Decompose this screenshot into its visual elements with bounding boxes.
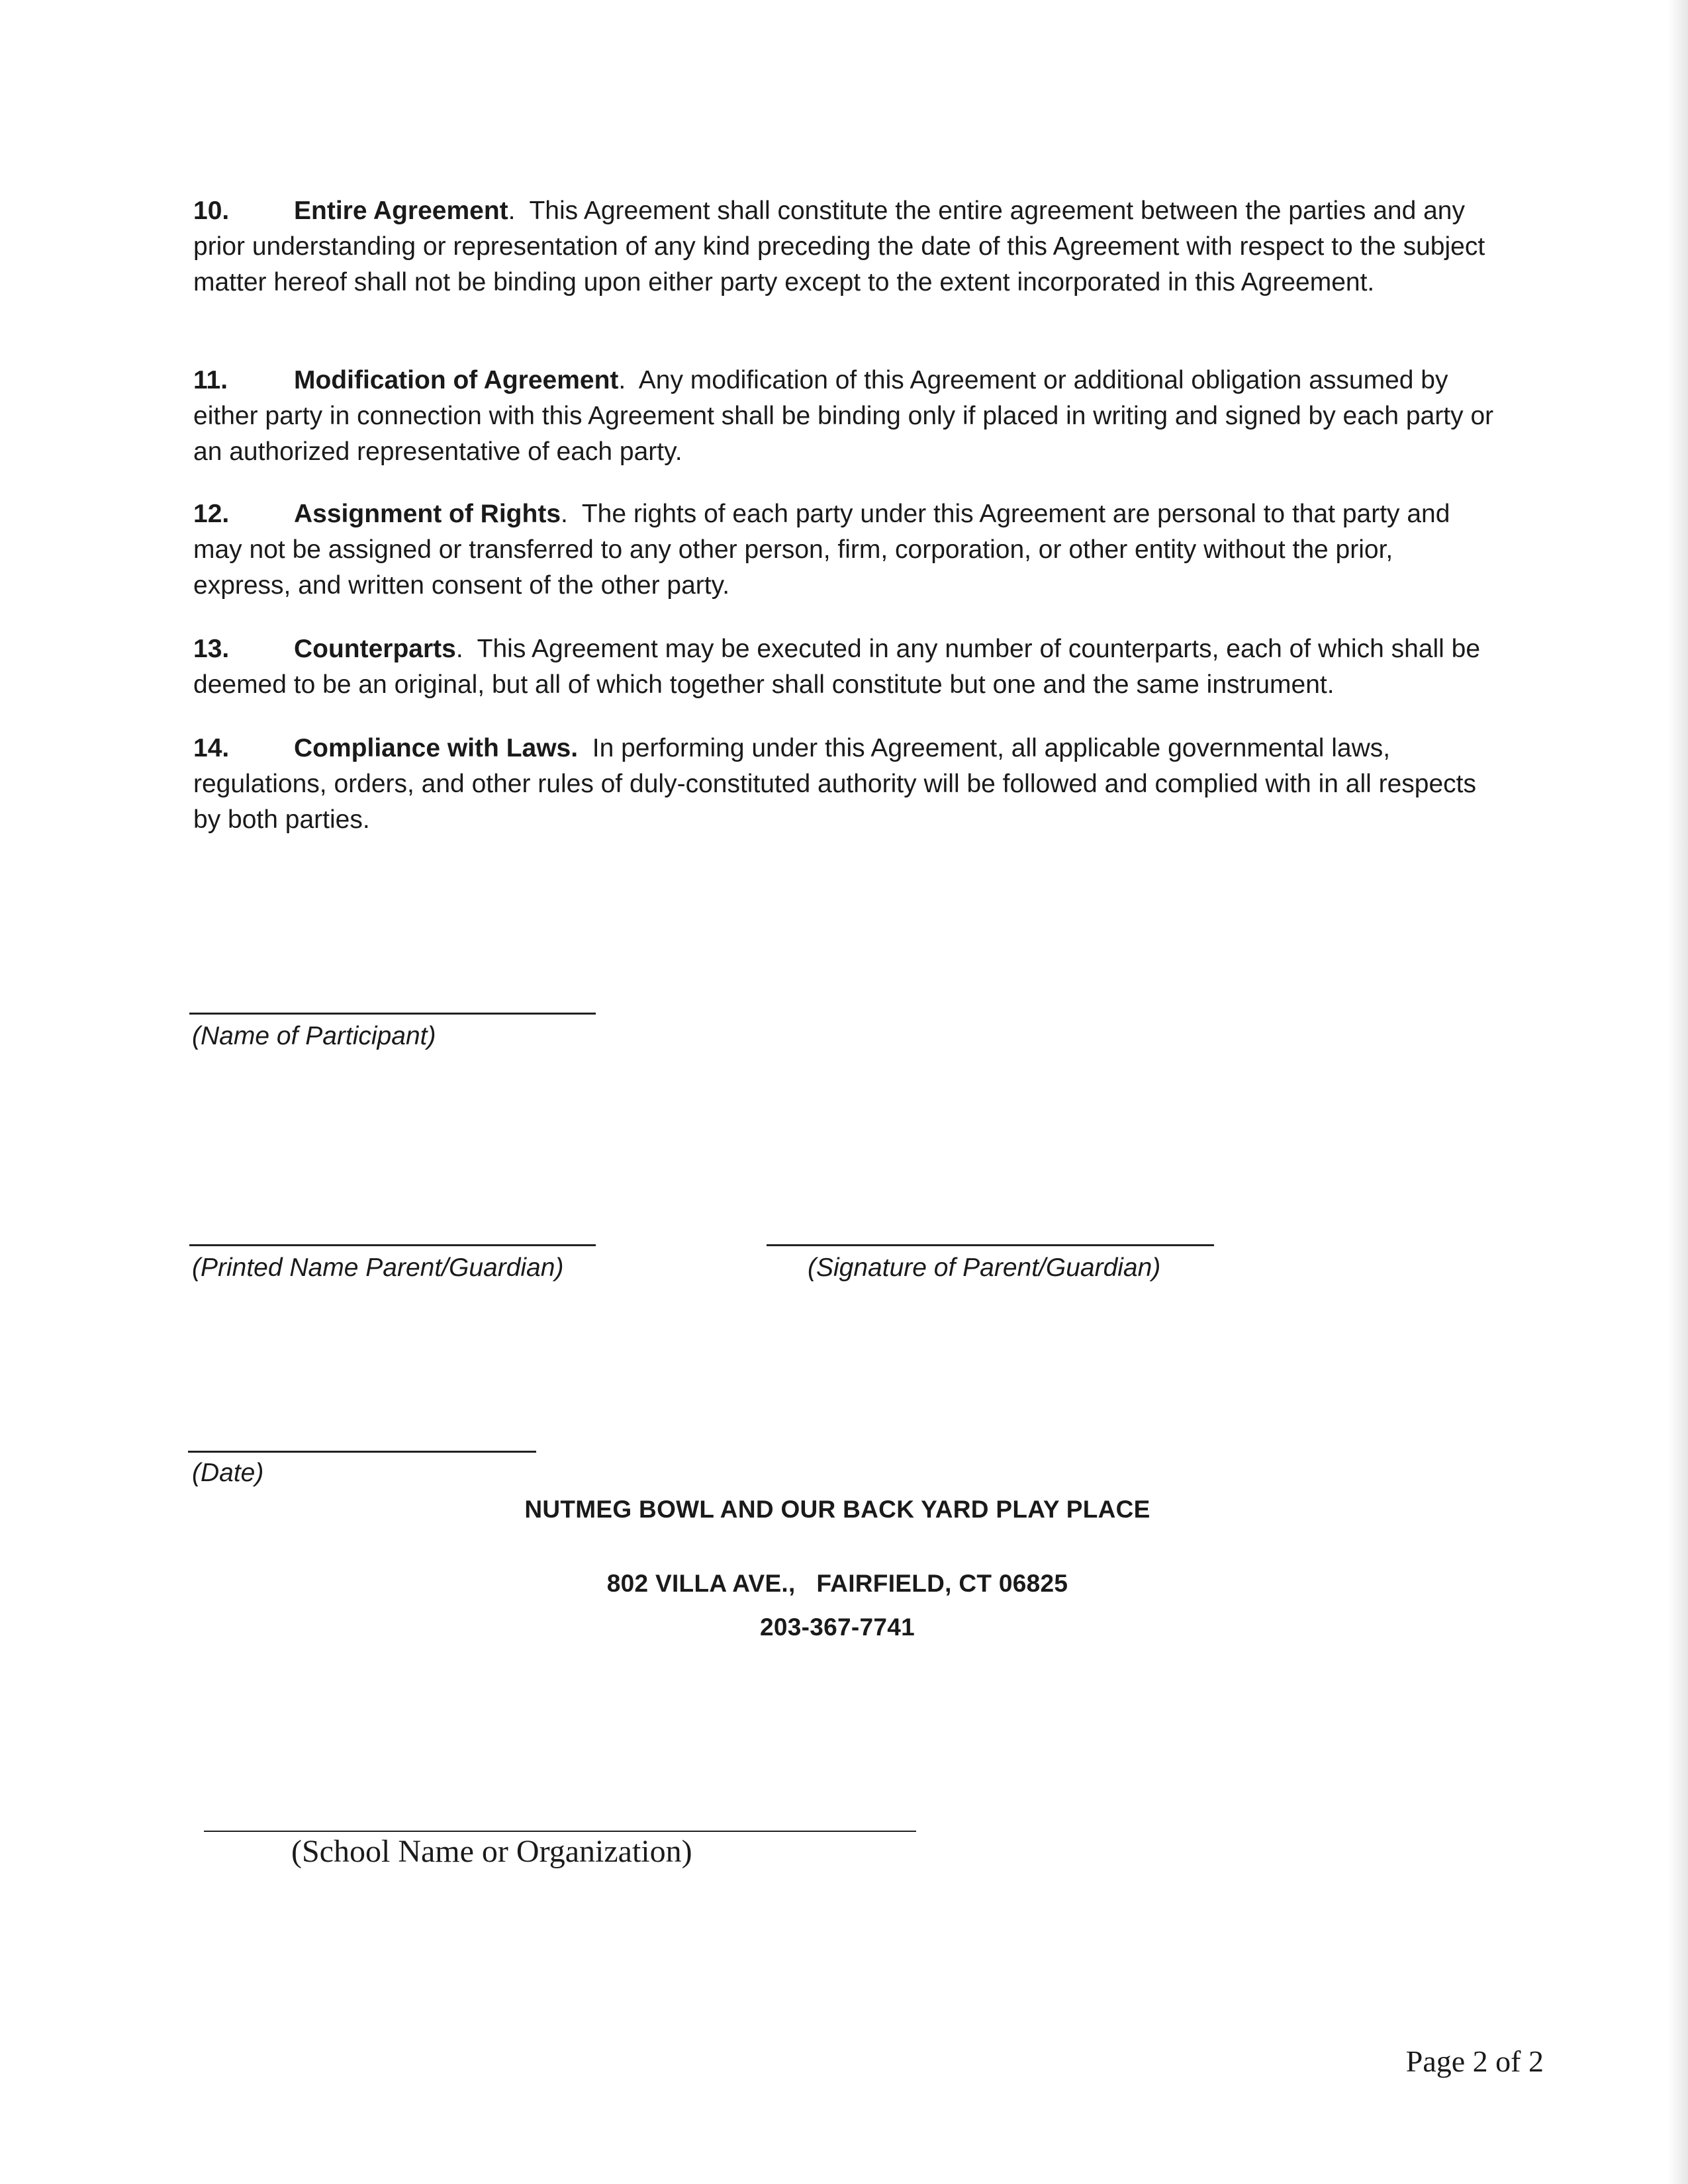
participant-name-line[interactable] [189,1013,596,1015]
clause-heading: Assignment of Rights [294,500,561,528]
clause-number: 14. [193,734,230,762]
clause-heading: Modification of Agreement [294,366,619,394]
clause-number: 12. [193,500,230,528]
business-name: NUTMEG BOWL AND OUR BACK YARD PLAY PLACE [524,1496,1150,1523]
school-name-label: (School Name or Organization) [291,1834,692,1869]
printed-name-line[interactable] [189,1244,596,1246]
page-number: Page 2 of 2 [1405,2044,1544,2078]
business-phone: 203-367-7741 [759,1614,915,1641]
clause-number: 11. [193,366,228,394]
clause-text: This Agreement shall constitute the entire agreement between the parties and any prior understanding or representation of any kind preceding the date of this Agreement with respect to the subject matter hereof shall not be binding upon either party except to the extent incorporated in this Agreement. [193,197,1485,296]
clause-entire-agreement: 10. Entire Agreement. This Agreement shall constitute the entire agreement between the parties and any prior understanding or representation of any kind preceding the date of this Agreement with respect to the subject matter hereof shall not be binding upon either party except to the extent incorporated in this Agreement. [193,193,1497,300]
clause-heading: Compliance with Laws. [294,734,579,762]
clause-number: 13. [193,635,230,663]
clause-text: In performing under this Agreement, all applicable governmental laws, regulations, orders, and other rules of duly-constituted authority will be followed and complied with in all respects by both parties. [193,734,1477,834]
clause-heading: Counterparts [294,635,456,663]
clause-text: Any modification of this Agreement or additional obligation assumed by either party in connection with this Agreement shall be binding only if placed in writing and signed by each party or an authorized representative of each party. [193,366,1494,466]
printed-name-label: (Printed Name Parent/Guardian) [192,1253,564,1282]
guardian-signature-line[interactable] [767,1244,1214,1246]
clause-number: 10. [193,197,230,225]
page-edge-shadow [1668,0,1688,2184]
business-address: 802 VILLA AVE., FAIRFIELD, CT 06825 [606,1570,1068,1597]
guardian-signature-label: (Signature of Parent/Guardian) [808,1253,1161,1282]
clause-counterparts: 13. Counterparts. This Agreement may be executed in any number of counterparts, each of which shall be deemed to be an original, but all of which together shall constitute but one and the same instrument. [193,631,1497,703]
participant-name-label: (Name of Participant) [192,1022,436,1050]
date-line[interactable] [188,1451,536,1453]
clause-text: This Agreement may be executed in any number of counterparts, each of which shall be deemed to be an original, but all of which together shall constitute but one and the same instrument. [193,635,1481,699]
clause-modification-of-agreement: 11. Modification of Agreement. Any modification of this Agreement or additional obligation assumed by either party in connection with this Agreement shall be binding only if placed in writing and signed by each party or an authorized representative of each party. [193,363,1497,470]
clause-assignment-of-rights: 12. Assignment of Rights. The rights of each party under this Agreement are personal to that party and may not be assigned or transferred to any other person, firm, corporation, or other entity without the prior, express, and written consent of the other party. [193,496,1497,604]
clause-text: The rights of each party under this Agreement are personal to that party and may not be assigned or transferred to any other person, firm, corporation, or other entity without the prior, express, and written consent of the other party. [193,500,1450,600]
school-name-line[interactable] [204,1831,916,1832]
clause-compliance-with-laws [193,731,1497,838]
date-label: (Date) [192,1459,264,1487]
clause-heading: Entire Agreement [294,197,508,225]
